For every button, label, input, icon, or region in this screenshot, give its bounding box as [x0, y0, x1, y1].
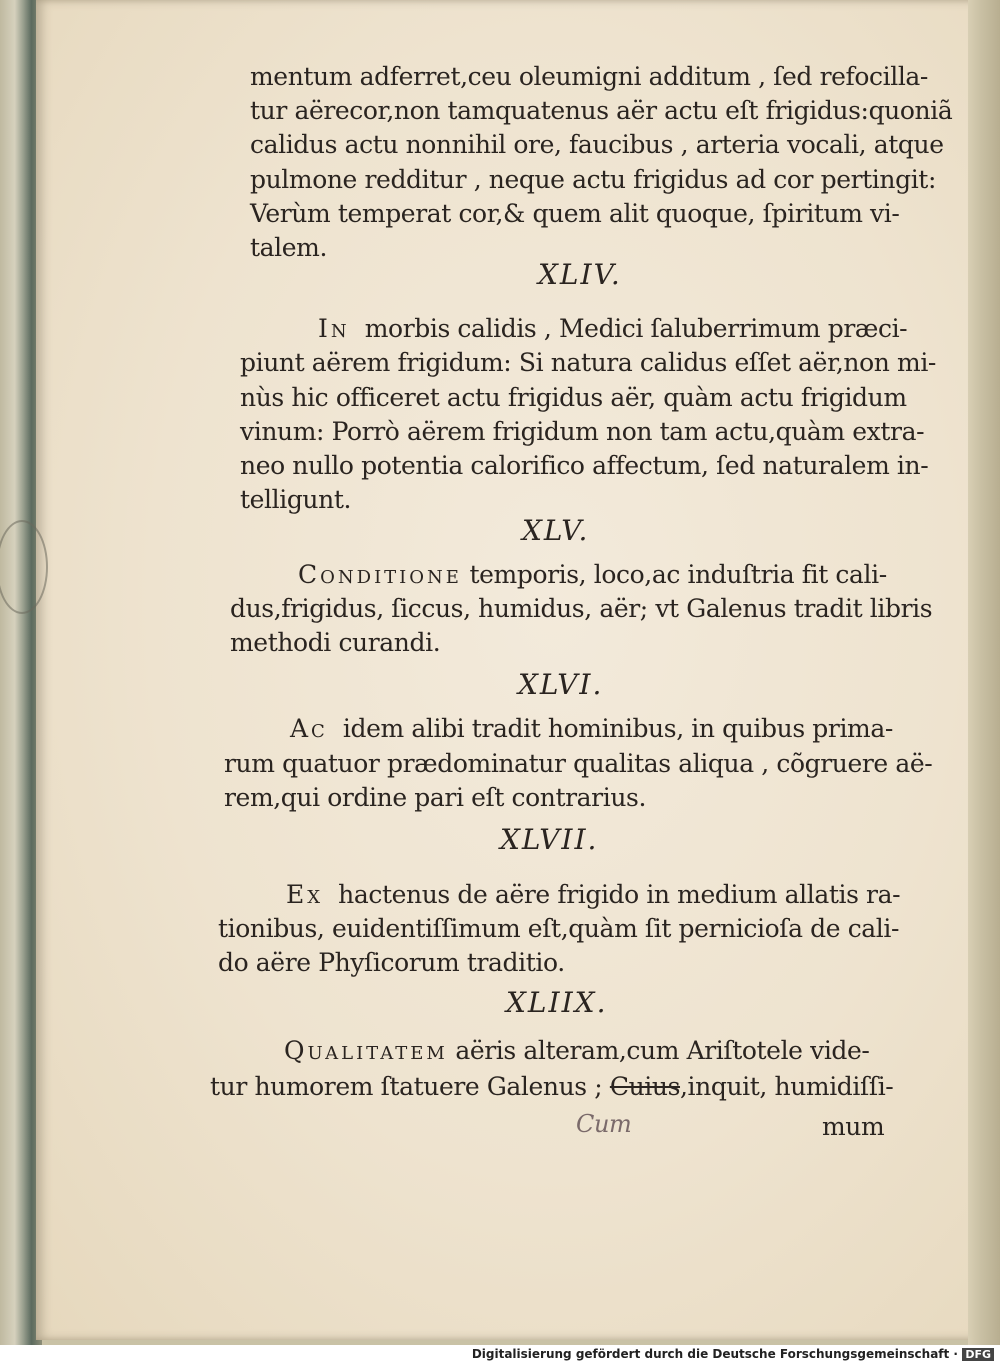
text-line	[290, 714, 893, 744]
text-line: methodi curandi.	[230, 628, 441, 657]
section-heading: XLVII.	[500, 823, 599, 856]
text-line: rem,qui ordine pari eſt contrarius.	[224, 783, 647, 812]
text-line: telligunt.	[240, 485, 352, 514]
text-run: aëris alteram,cum Ariſtotele vide-	[455, 1036, 870, 1065]
text-line: talem.	[250, 233, 327, 262]
section-initial: In	[318, 314, 350, 343]
text-run: ,inquit, humidiſſi-	[680, 1072, 894, 1101]
text-line	[284, 1036, 869, 1066]
funding-credit: Digitalisierung gefördert durch die Deutsche Forschungsgemeinschaft ·	[471, 1347, 958, 1361]
text-line	[210, 1072, 893, 1102]
section-initial: Qualitatem	[284, 1036, 448, 1065]
section-heading: XLIIX.	[506, 986, 608, 1019]
text-line: dus,frigidus, ſiccus, humidus, aër; vt Galenus tradit libris	[230, 594, 933, 623]
text-line: pulmone redditur , neque actu frigidus ad cor pertingit:	[250, 165, 936, 194]
footer-bar	[0, 1345, 1000, 1363]
handwritten-note: Cum	[576, 1110, 632, 1138]
text-line: calidus actu nonnihil ore, faucibus , arteria vocali, atque	[250, 130, 944, 159]
text-line: nùs hic officeret actu frigidus aër, quàm actu frigidum	[240, 383, 907, 412]
catchword: mum	[822, 1112, 885, 1141]
text-line: Verùm temperat cor,& quem alit quoque, ſpiritum vi-	[250, 199, 900, 228]
section-initial: Ex	[286, 880, 324, 909]
section-heading: XLIV.	[538, 258, 622, 291]
text-line: mentum adferret,ceu oleumigni additum , ſed refocilla-	[250, 62, 928, 91]
text-line: tionibus, euidentiſſimum eſt,quàm ſit pernicioſa de cali-	[218, 914, 900, 943]
section-heading: XLV.	[522, 514, 590, 547]
page-right-edge	[968, 0, 1000, 1345]
dfg-logo: DFG	[962, 1348, 994, 1361]
text-run: temporis, loco,ac induſtria fit cali-	[469, 560, 887, 589]
text-line: vinum: Porrò aërem frigidum non tam actu,quàm extra-	[240, 417, 925, 446]
section-initial: Ac	[290, 714, 328, 743]
text-line: do aëre Phyſicorum traditio.	[218, 948, 565, 977]
text-run: hactenus de aëre frigido in medium allatis ra-	[338, 880, 901, 909]
text-line	[298, 560, 887, 590]
text-run: morbis calidis , Medici ſaluberrimum præci-	[364, 314, 908, 343]
text-line: piunt aërem frigidum: Si natura calidus eſſet aër,non mi-	[240, 348, 936, 377]
struck-word: Cuius	[609, 1072, 681, 1101]
text-run: idem alibi tradit hominibus, in quibus prima-	[342, 714, 893, 743]
text-line: neo nullo potentia calorifico affectum, ſed naturalem in-	[240, 451, 929, 480]
text-line: rum quatuor prædominatur qualitas aliqua , cõgruere aë-	[224, 749, 933, 778]
section-heading: XLVI.	[518, 668, 604, 701]
text-line: tur aërecor,non tamquatenus aër actu eſt frigidus:quoniã	[250, 96, 953, 125]
text-line	[286, 880, 900, 910]
text-run: tur humorem ſtatuere Galenus ;	[210, 1072, 603, 1101]
section-initial: Conditione	[298, 560, 462, 589]
text-line	[318, 314, 907, 344]
